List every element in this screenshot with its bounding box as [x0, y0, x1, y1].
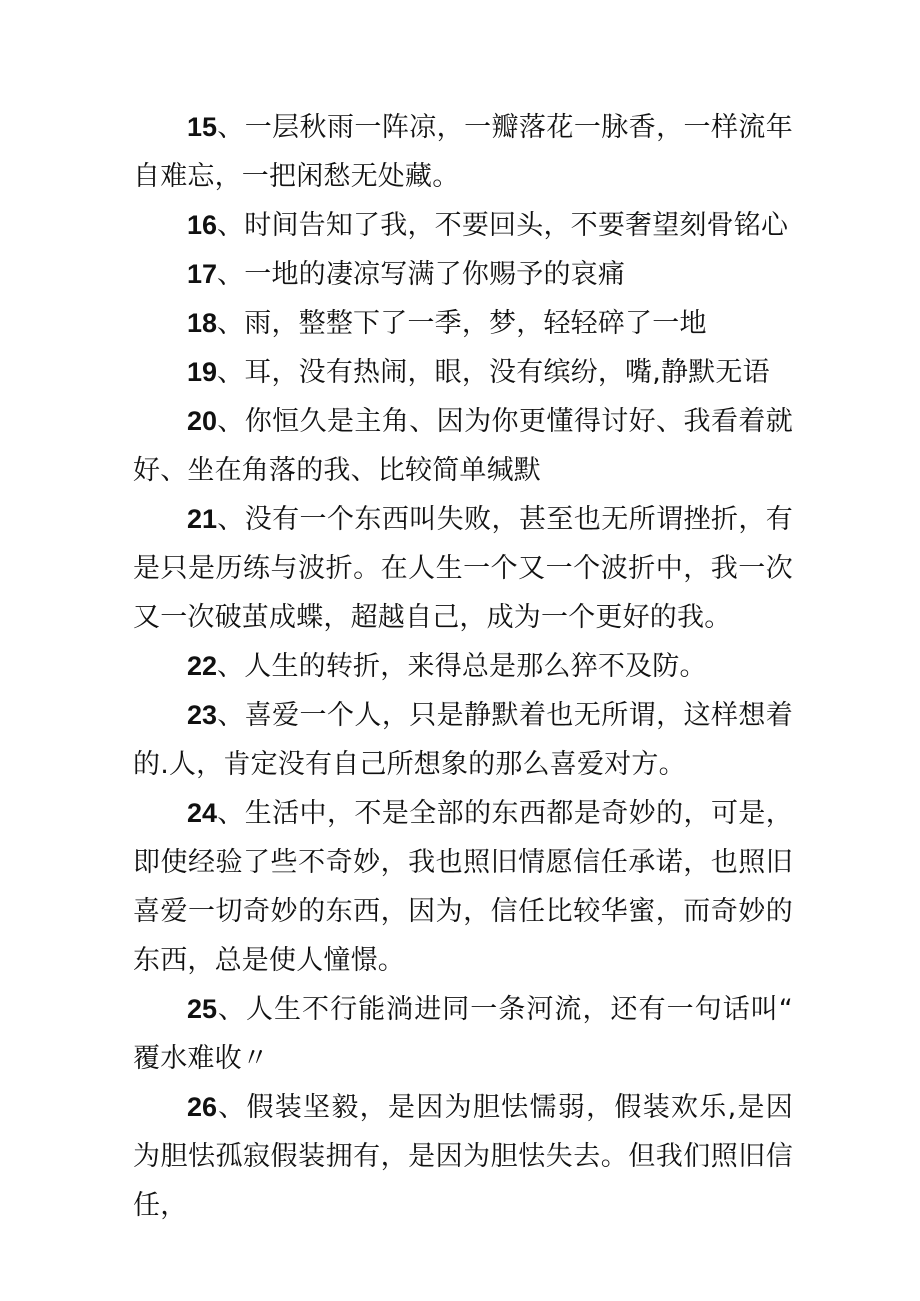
paragraph-25 — [133, 985, 793, 1083]
item-separator: 、 — [217, 700, 245, 731]
paragraph-24 — [133, 789, 793, 985]
item-separator: 、 — [217, 1092, 247, 1123]
paragraph-18 — [133, 299, 793, 348]
item-number: 26 — [187, 1092, 218, 1122]
item-separator: 、 — [217, 651, 245, 682]
item-number: 20 — [187, 406, 218, 436]
paragraph-20 — [133, 397, 793, 495]
paragraph-text: 人生不行能淌进同一条河流，还有一句话叫“覆水难收〃 — [133, 994, 793, 1074]
paragraph-21 — [133, 495, 793, 642]
paragraph-text: 雨，整整下了一季，梦，轻轻碎了一地 — [244, 308, 707, 339]
paragraph-26 — [133, 1083, 793, 1230]
item-separator: 、 — [217, 308, 245, 339]
item-separator: 、 — [217, 357, 245, 388]
item-number: 22 — [187, 651, 218, 681]
item-number: 25 — [187, 994, 218, 1024]
item-number: 21 — [187, 504, 218, 534]
paragraph-15 — [133, 103, 793, 201]
item-number: 16 — [187, 210, 218, 240]
paragraph-17 — [133, 250, 793, 299]
item-separator: 、 — [217, 994, 246, 1025]
item-number: 23 — [187, 700, 218, 730]
item-separator: 、 — [217, 798, 245, 829]
item-separator: 、 — [217, 259, 245, 290]
paragraph-text: 你恒久是主角、因为你更懂得讨好、我看着就好、坐在角落的我、比较简单缄默 — [133, 406, 793, 486]
item-number: 18 — [187, 308, 218, 338]
paragraph-text: 一地的凄凉写满了你赐予的哀痛 — [244, 259, 626, 290]
paragraph-19 — [133, 348, 793, 397]
item-number: 24 — [187, 798, 218, 828]
item-separator: 、 — [217, 504, 245, 535]
paragraph-text: 时间告知了我，不要回头，不要奢望刻骨铭心 — [244, 210, 789, 241]
item-number: 17 — [187, 259, 218, 289]
paragraph-text: 没有一个东西叫失败，甚至也无所谓挫折，有是只是历练与波折。在人生一个又一个波折中，我一次又一次破茧成蝶，超越自己，成为一个更好的我。 — [133, 504, 793, 633]
paragraph-text: 生活中，不是全部的东西都是奇妙的，可是，即使经验了些不奇妙，我也照旧情愿信任承诺，也照旧喜爱一切奇妙的东西，因为，信任比较华蜜，而奇妙的东西，总是使人憧憬。 — [133, 798, 793, 976]
item-separator: 、 — [217, 210, 245, 241]
document-body — [133, 103, 793, 1230]
paragraph-22 — [133, 642, 793, 691]
item-number: 19 — [187, 357, 218, 387]
paragraph-text: 耳，没有热闹，眼，没有缤纷，嘴,静默无语 — [244, 357, 770, 388]
paragraph-16 — [133, 201, 793, 250]
paragraph-text: 人生的转折，来得总是那么猝不及防。 — [244, 651, 707, 682]
item-separator: 、 — [217, 112, 245, 143]
paragraph-text: 假装坚毅，是因为胆怯懦弱，假装欢乐,是因为胆怯孤寂假装拥有，是因为胆怯失去。但我们照旧信任， — [133, 1092, 793, 1221]
paragraph-text: 一层秋雨一阵凉，一瓣落花一脉香，一样流年自难忘，一把闲愁无处藏。 — [133, 112, 793, 192]
item-separator: 、 — [217, 406, 245, 437]
paragraph-23 — [133, 691, 793, 789]
item-number: 15 — [187, 112, 218, 142]
paragraph-text: 喜爱一个人，只是静默着也无所谓，这样想着的.人，肯定没有自己所想象的那么喜爱对方。 — [133, 700, 793, 780]
